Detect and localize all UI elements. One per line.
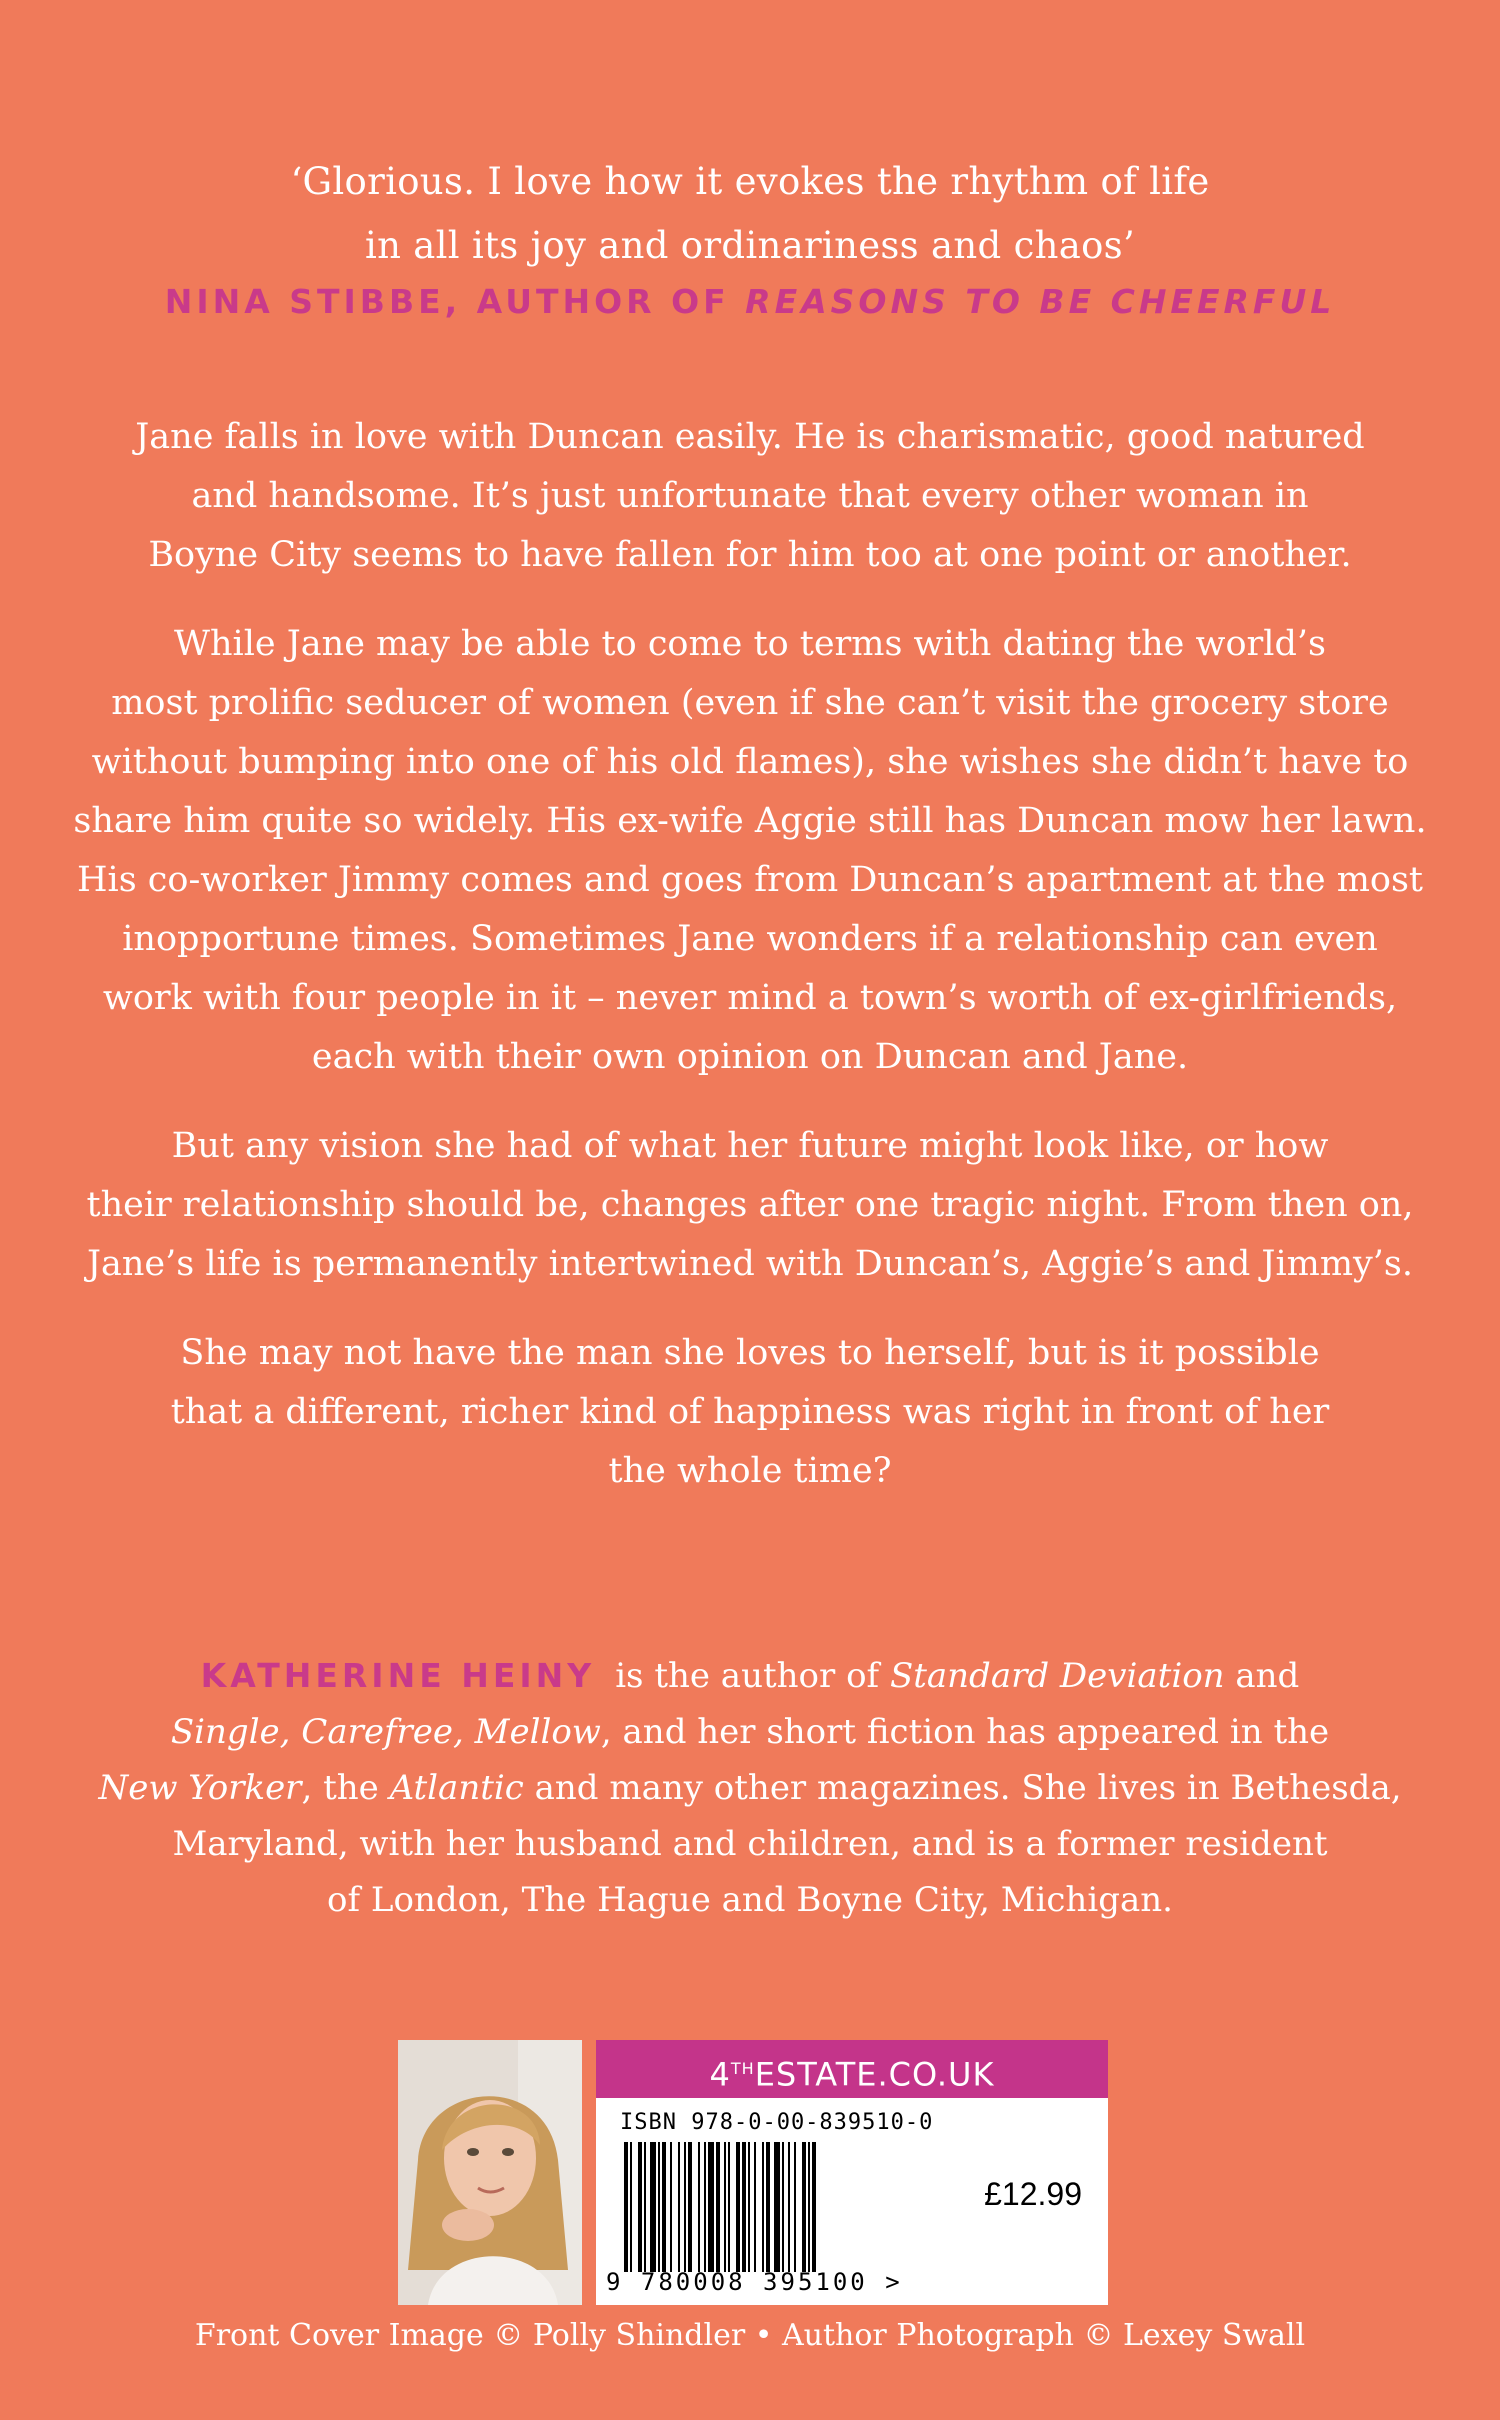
barcode-digits: 9 780008 395100 > xyxy=(606,2268,903,2296)
bio-line-2 xyxy=(0,1704,1500,1760)
barcode-bar xyxy=(638,2142,642,2272)
bio-line-5: of London, The Hague and Boyne City, Michigan. xyxy=(327,1880,1173,1920)
book-blurb xyxy=(0,408,1500,1531)
publisher-website xyxy=(596,2040,1108,2098)
barcode-bar xyxy=(754,2142,756,2272)
author-bio xyxy=(0,1648,1500,1928)
barcode-bar xyxy=(704,2142,706,2272)
barcode-bar xyxy=(788,2142,790,2272)
quote-line-2: in all its joy and ordinariness and chaos’ xyxy=(364,224,1136,267)
blurb-line: She may not have the man she loves to herself, but is it possible xyxy=(180,1333,1320,1373)
barcode-bar xyxy=(630,2142,632,2272)
barcode-bar xyxy=(812,2142,816,2272)
blurb-line: His co-worker Jimmy comes and goes from Duncan’s apartment at the most xyxy=(76,860,1423,900)
book-title: Single, Carefree, Mellow xyxy=(170,1712,601,1752)
barcode-bar xyxy=(808,2142,810,2272)
site-text: 4 xyxy=(709,2055,731,2094)
bio-text: and xyxy=(1224,1656,1300,1696)
blurb-line: But any vision she had of what her future might look like, or how xyxy=(171,1126,1329,1166)
attribution-author: NINA STIBBE, AUTHOR OF xyxy=(164,282,746,321)
blurb-line: Jane falls in love with Duncan easily. He is charismatic, good natured xyxy=(135,417,1365,457)
magazine-title: New Yorker xyxy=(98,1768,302,1808)
bio-text: and many other magazines. She lives in Bethesda, xyxy=(523,1768,1402,1808)
barcode-bar xyxy=(662,2142,666,2272)
blurb-line: that a different, richer kind of happiness was right in front of her xyxy=(170,1392,1330,1432)
magazine-title: Atlantic xyxy=(389,1768,524,1808)
site-text: ESTATE.CO.UK xyxy=(754,2055,995,2094)
barcode-panel xyxy=(596,2040,1108,2305)
blurb-line: share him quite so widely. His ex-wife Aggie still has Duncan mow her lawn. xyxy=(73,801,1427,841)
quote-attribution xyxy=(0,282,1500,321)
barcode-bar xyxy=(724,2142,726,2272)
barcode-bar xyxy=(748,2142,750,2272)
blurb-line: Boyne City seems to have fallen for him too at one point or another. xyxy=(148,535,1352,575)
blurb-paragraph-2 xyxy=(0,615,1500,1087)
blurb-line: and handsome. It’s just unfortunate that every other woman in xyxy=(191,476,1309,516)
barcode-bar xyxy=(658,2142,660,2272)
image-credits: Front Cover Image © Polly Shindler • Author Photograph © Lexey Swall xyxy=(194,2318,1306,2353)
barcode-bar xyxy=(774,2142,780,2272)
barcode-bar xyxy=(716,2142,720,2272)
barcode-bar xyxy=(762,2142,764,2272)
blurb-line: without bumping into one of his old flames), she wishes she didn’t have to xyxy=(91,742,1409,782)
blurb-paragraph-3 xyxy=(0,1117,1500,1294)
barcode-bar xyxy=(728,2142,730,2272)
blurb-line: their relationship should be, changes after one tragic night. From then on, xyxy=(86,1185,1414,1225)
blurb-line: the whole time? xyxy=(608,1451,892,1491)
bio-line-3 xyxy=(0,1760,1500,1816)
barcode-bar xyxy=(678,2142,680,2272)
blurb-line: inopportune times. Sometimes Jane wonders if a relationship can even xyxy=(122,919,1378,959)
blurb-paragraph-1 xyxy=(0,408,1500,585)
book-title: Standard Deviation xyxy=(889,1656,1225,1696)
blurb-paragraph-4 xyxy=(0,1324,1500,1501)
barcode-bar xyxy=(644,2142,646,2272)
barcode-bar xyxy=(684,2142,686,2272)
barcode-bar xyxy=(794,2142,796,2272)
author-name: KATHERINE HEINY xyxy=(200,1656,596,1695)
author-photo xyxy=(398,2040,582,2305)
price-label: £12.99 xyxy=(984,2176,1082,2212)
attribution-book-title: REASONS TO BE CHEERFUL xyxy=(745,282,1336,321)
blurb-line: each with their own opinion on Duncan and Jane. xyxy=(311,1037,1189,1077)
blurb-line: Jane’s life is permanently intertwined with Duncan’s, Aggie’s and Jimmy’s. xyxy=(86,1244,1414,1284)
barcode-bar xyxy=(742,2142,746,2272)
barcode-bar xyxy=(650,2142,656,2272)
bio-text: , and her short fiction has appeared in the xyxy=(600,1712,1330,1752)
isbn-number: ISBN 978-0-00-839510-0 xyxy=(620,2110,934,2135)
barcode-bar xyxy=(802,2142,806,2272)
barcode-image xyxy=(620,2142,960,2272)
quote-line-1: ‘Glorious. I love how it evokes the rhythm of life xyxy=(290,160,1210,203)
barcode-bar xyxy=(698,2142,700,2272)
endorsement-quote xyxy=(0,150,1500,321)
bio-line-1 xyxy=(0,1648,1500,1704)
blurb-line: work with four people in it – never mind a town’s worth of ex-girlfriends, xyxy=(102,978,1398,1018)
barcode-bar xyxy=(736,2142,740,2272)
blurb-line: most prolific seducer of women (even if she can’t visit the grocery store xyxy=(111,683,1389,723)
barcode-bar xyxy=(766,2142,770,2272)
bio-line-4: Maryland, with her husband and children, and is a former resident xyxy=(172,1824,1328,1864)
barcode-bar xyxy=(670,2142,672,2272)
site-text: TH xyxy=(730,2059,755,2078)
bio-text: is the author of xyxy=(615,1656,890,1696)
bio-text: , the xyxy=(301,1768,390,1808)
blurb-line: While Jane may be able to come to terms with dating the world’s xyxy=(174,624,1326,664)
barcode-bar xyxy=(708,2142,714,2272)
barcode-bar xyxy=(688,2142,692,2272)
author-photo-image xyxy=(398,2040,582,2305)
barcode-bar xyxy=(624,2142,628,2272)
barcode-bar xyxy=(782,2142,784,2272)
